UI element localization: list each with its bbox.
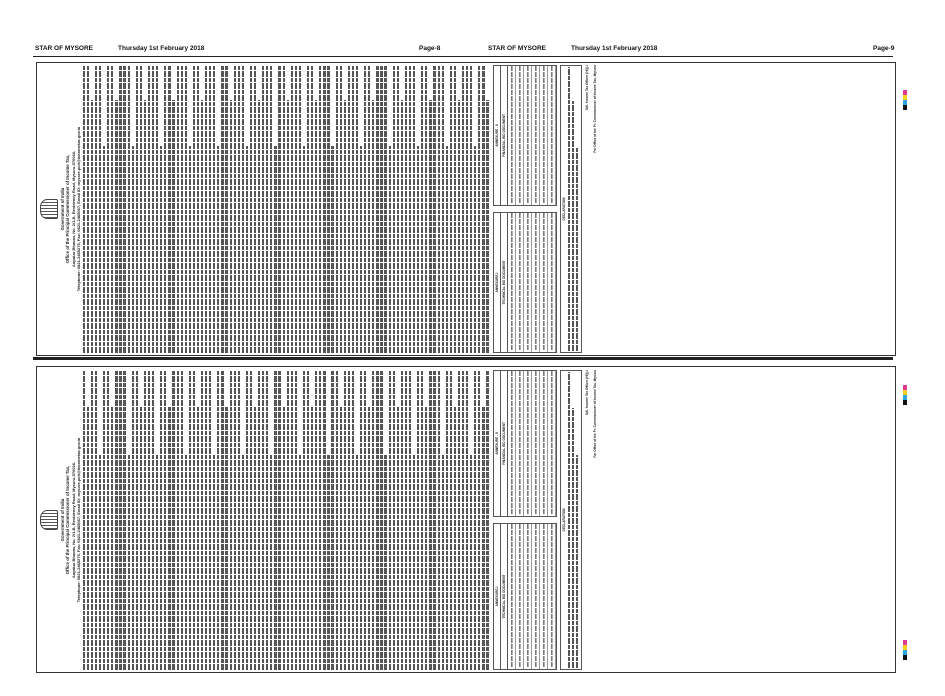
signatory-sub: For Office of the Pr. Commissioner of Income Tax, Mysuru xyxy=(592,369,597,458)
annexure-2-subtitle: FINANCIAL BID DOCUMENT xyxy=(501,371,508,516)
declaration-box xyxy=(560,370,582,670)
registration-swatch xyxy=(903,655,907,660)
signatory: Sd/- Income Tax Officer (HQ)-I xyxy=(585,369,590,415)
signatory-sub: For Office of the Pr. Commissioner of Income Tax, Mysuru xyxy=(592,65,597,153)
notice-body-text xyxy=(83,370,489,670)
notice-office: Office of the Principal Commissioner of Income Tax, xyxy=(65,154,71,264)
notice-contact: Telephone: 0821-2465275, Fax: 0821-2465067, Email ID: mysore.pcit@incometax.gov.in xyxy=(75,126,81,292)
annexure-1-title: ANNEXURE-I xyxy=(494,524,501,669)
annexure-2-table xyxy=(493,65,557,206)
rotated-notice-top xyxy=(40,65,892,353)
left-page-number: Page-8 xyxy=(419,45,441,52)
declaration-title: DECLARATION xyxy=(562,508,567,531)
center-fold-rule xyxy=(33,357,893,360)
registration-marks-top xyxy=(903,90,907,110)
notice-body-text xyxy=(83,65,489,353)
notice-govt: Government of India xyxy=(60,498,65,541)
right-page-number: Page-9 xyxy=(873,45,895,52)
annexure-1-title: ANNEXURE-I xyxy=(494,213,501,352)
notice-office: Office of the Principal Commissioner of Income Tax, xyxy=(65,465,71,574)
annexure-2-subtitle: FINANCIAL BID DOCUMENT xyxy=(501,66,508,205)
header-rule xyxy=(33,56,893,57)
declaration-box xyxy=(560,65,582,353)
notice-address: Aayakar Bhavan, No. 2/1-B, Residency Road, Mysuru-570016. xyxy=(70,150,76,268)
notice-panel-top xyxy=(36,62,896,356)
registration-swatch xyxy=(903,400,907,405)
declaration-title: DECLARATION xyxy=(562,197,567,221)
right-paper-name: STAR OF MYSORE xyxy=(488,45,547,52)
annexure-1-table xyxy=(493,212,557,353)
notice-address: Aayakar Bhavan, No. 2/1-B, Residency Road, Mysuru-570016. xyxy=(70,461,76,578)
annexure-2-table xyxy=(493,370,557,517)
signatory: Sd/- Income Tax Officer (HQ)-I xyxy=(585,65,590,111)
registration-marks-bottom xyxy=(903,385,907,405)
left-paper-name: STAR OF MYSORE xyxy=(35,45,94,52)
notice-govt: Government of India xyxy=(60,187,65,231)
rotated-notice-bottom xyxy=(40,370,892,670)
notice-panel-bottom xyxy=(36,366,896,673)
national-emblem-icon xyxy=(40,199,58,219)
annexure-2-title: ANNEXURE - II xyxy=(494,371,501,516)
annexure-2-title: ANNEXURE - II xyxy=(494,66,501,205)
annexure-1-subtitle: TECHNICAL BID DOCUMENT xyxy=(501,524,508,669)
annexure-1-subtitle: TECHNICAL BID DOCUMENT xyxy=(501,213,508,352)
annexure-1-table xyxy=(493,523,557,670)
registration-marks-lower xyxy=(903,640,907,660)
registration-swatch xyxy=(903,105,907,110)
notice-contact: Telephone: 0821-2465275, Fax: 0821-2465067, Email ID: mysore.pcit@incometax.gov.in xyxy=(75,437,81,602)
left-date: Thursday 1st February 2018 xyxy=(118,45,205,52)
national-emblem-icon xyxy=(40,510,58,530)
right-date: Thursday 1st February 2018 xyxy=(571,45,658,52)
